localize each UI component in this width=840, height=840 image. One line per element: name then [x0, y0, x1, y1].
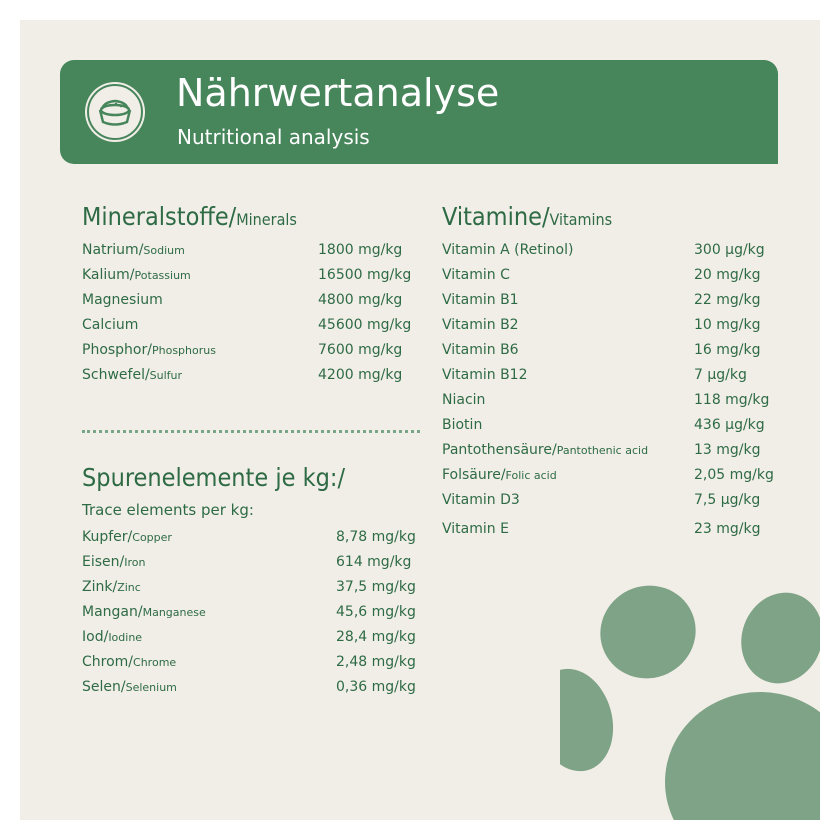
list-item: Niacin 118 mg/kg: [442, 392, 770, 408]
paw-print-icon: [560, 570, 820, 820]
list-item: Vitamin E 23 mg/kg: [442, 521, 761, 537]
list-item: Eisen/Iron 614 mg/kg: [82, 554, 412, 570]
list-item: Magnesium 4800 mg/kg: [82, 292, 403, 308]
list-item: Mangan/Manganese 45,6 mg/kg: [82, 604, 416, 620]
trace-subheading: Trace elements per kg:: [82, 501, 254, 519]
list-item: Kalium/Potassium 16500 mg/kg: [82, 267, 412, 283]
food-bowl-icon: [83, 80, 147, 144]
list-item: Vitamin C 20 mg/kg: [442, 267, 761, 283]
list-item: Vitamin B12 7 µg/kg: [442, 367, 747, 383]
nutrition-card: [20, 20, 820, 820]
minerals-heading-de: Mineralstoffe/: [82, 202, 237, 231]
trace-list: [82, 525, 422, 700]
header-banner: [60, 60, 778, 164]
minerals-heading: [82, 202, 297, 231]
trace-heading: Spurenelemente je kg:/: [82, 463, 346, 492]
page-title: Nährwertanalyse: [176, 71, 500, 115]
list-item: Selen/Selenium 0,36 mg/kg: [82, 679, 416, 695]
list-item: Folsäure/Folic acid 2,05 mg/kg: [442, 467, 774, 483]
vitamins-list: [442, 238, 802, 542]
list-item: Iod/Iodine 28,4 mg/kg: [82, 629, 416, 645]
dotted-divider: [82, 430, 420, 433]
list-item: Vitamin D3 7,5 µg/kg: [442, 492, 761, 508]
list-item: Chrom/Chrome 2,48 mg/kg: [82, 654, 416, 670]
page-subtitle: Nutritional analysis: [177, 125, 370, 149]
list-item: Pantothensäure/Pantothenic acid 13 mg/kg: [442, 442, 761, 458]
list-item: Vitamin B2 10 mg/kg: [442, 317, 761, 333]
list-item: Biotin 436 µg/kg: [442, 417, 765, 433]
list-item: Natrium/Sodium 1800 mg/kg: [82, 242, 403, 258]
list-item: Calcium 45600 mg/kg: [82, 317, 412, 333]
list-item: Kupfer/Copper 8,78 mg/kg: [82, 529, 416, 545]
list-item: Zink/Zinc 37,5 mg/kg: [82, 579, 416, 595]
list-item: Schwefel/Sulfur 4200 mg/kg: [82, 367, 403, 383]
list-item: Phosphor/Phosphorus 7600 mg/kg: [82, 342, 403, 358]
list-item: Vitamin B6 16 mg/kg: [442, 342, 761, 358]
list-item: Vitamin A (Retinol) 300 µg/kg: [442, 242, 765, 258]
vitamins-heading: [442, 202, 612, 231]
minerals-list: [82, 238, 422, 388]
vitamins-heading-de: Vitamine/: [442, 202, 550, 231]
list-item: Vitamin B1 22 mg/kg: [442, 292, 761, 308]
vitamins-heading-en: Vitamins: [549, 210, 613, 229]
minerals-heading-en: Minerals: [236, 210, 297, 229]
